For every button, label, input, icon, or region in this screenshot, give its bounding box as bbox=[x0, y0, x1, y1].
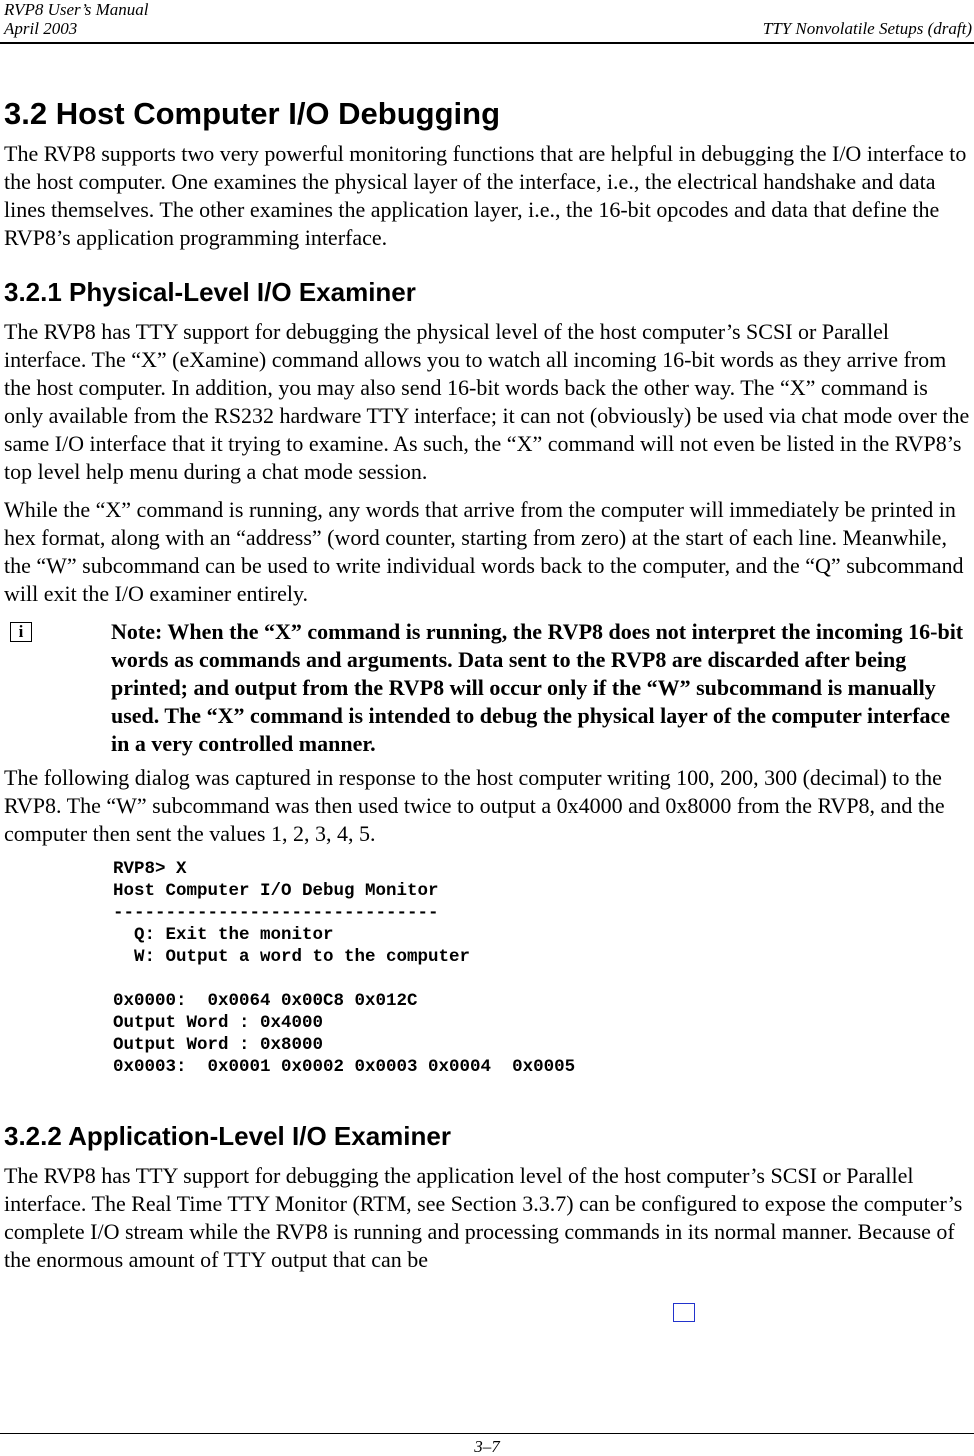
physical-para-3: The following dialog was captured in response to the host computer writing 100, 200, 300 (decimal) to the RVP8. The “W” subcommand was then used twice to output a 0x4000 and 0x8000 from the RVP8, and the computer then sent the values 1, 2, 3, 4, 5. bbox=[4, 765, 945, 846]
code-line: Host Computer I/O Debug Monitor bbox=[113, 881, 439, 901]
code-listing bbox=[113, 858, 970, 1078]
chapter-title: TTY Nonvolatile Setups (draft) bbox=[762, 19, 972, 38]
code-line: ------------------------------- bbox=[113, 903, 439, 923]
info-icon: i bbox=[10, 622, 32, 642]
subsection-heading-application: 3.2.2 Application-Level I/O Examiner bbox=[4, 1121, 451, 1151]
section-intro: The RVP8 supports two very powerful monitoring functions that are helpful in debugging the I/O interface to the host computer. One examines the physical layer of the interface, i.e., the electrical handshake and data lines themselves. The other examines the application layer, i.e., the 16-bit opcodes and data that define the RVP8’s application programming interface. bbox=[4, 141, 967, 250]
code-line: RVP8> X bbox=[113, 859, 187, 879]
physical-para-2: While the “X” command is running, any words that arrive from the computer will immediately be printed in hex format, along with an “address” (word counter, starting from zero) at the start of each line. Meanwhile, the “W” subcommand can be used to write individual words back to the computer, and the “Q” subcommand will exit the I/O examiner entirely. bbox=[4, 497, 964, 606]
code-line: 0x0000: 0x0064 0x00C8 0x012C bbox=[113, 991, 418, 1011]
header-date: April 2003 bbox=[4, 19, 78, 38]
page-number: 3–7 bbox=[474, 1437, 500, 1456]
code-line: W: Output a word to the computer bbox=[113, 947, 471, 967]
header-rule bbox=[0, 42, 974, 44]
application-para-1: The RVP8 has TTY support for debugging the application level of the host computer’s SCSI or Parallel interface. The Real Time TTY Monitor (RTM, see Section 3.3.7) can be configured to expose the computer’s complete I/O stream while the RVP8 is running and processing commands in its normal manner. Because of the enormous amount of TTY output that can be bbox=[4, 1163, 963, 1272]
subsection-heading-physical: 3.2.1 Physical-Level I/O Examiner bbox=[4, 277, 416, 307]
code-line: Q: Exit the monitor bbox=[113, 925, 334, 945]
manual-title: RVP8 User’s Manual bbox=[4, 0, 149, 19]
footer-rule bbox=[0, 1433, 974, 1434]
page-content bbox=[4, 96, 970, 1284]
code-line: Output Word : 0x8000 bbox=[113, 1035, 324, 1055]
section-heading: 3.2 Host Computer I/O Debugging bbox=[4, 96, 501, 131]
physical-para-1: The RVP8 has TTY support for debugging the physical level of the host computer’s SCSI or Parallel interface. The “X” (eXamine) command allows you to watch all incoming 16-bit words as they arrive from the host computer. In addition, you may also send 16-bit words back the other way. The “X” command is only available from the RS232 hardware TTY interface; it can not (obviously) be used via chat mode over the same I/O interface that it trying to examine. As such, the “X” command will not even be listed in the RVP8’s top level help menu during a chat mode session. bbox=[4, 319, 970, 484]
note-block bbox=[4, 618, 970, 758]
note-text: Note: When the “X” command is running, the RVP8 does not interpret the incoming 16-bit words as commands and arguments. Data sent to the RVP8 are discarded after being printed; and output from the RVP8 will occur only if the “W” subcommand is manually used. The “X” command is intended to debug the physical layer of the computer interface in a very controlled manner. bbox=[111, 619, 964, 756]
cross-reference-marker[interactable] bbox=[673, 1303, 695, 1322]
running-header-left bbox=[4, 0, 149, 38]
code-line: 0x0003: 0x0001 0x0002 0x0003 0x0004 0x0005 bbox=[113, 1057, 576, 1077]
code-line: Output Word : 0x4000 bbox=[113, 1013, 324, 1033]
